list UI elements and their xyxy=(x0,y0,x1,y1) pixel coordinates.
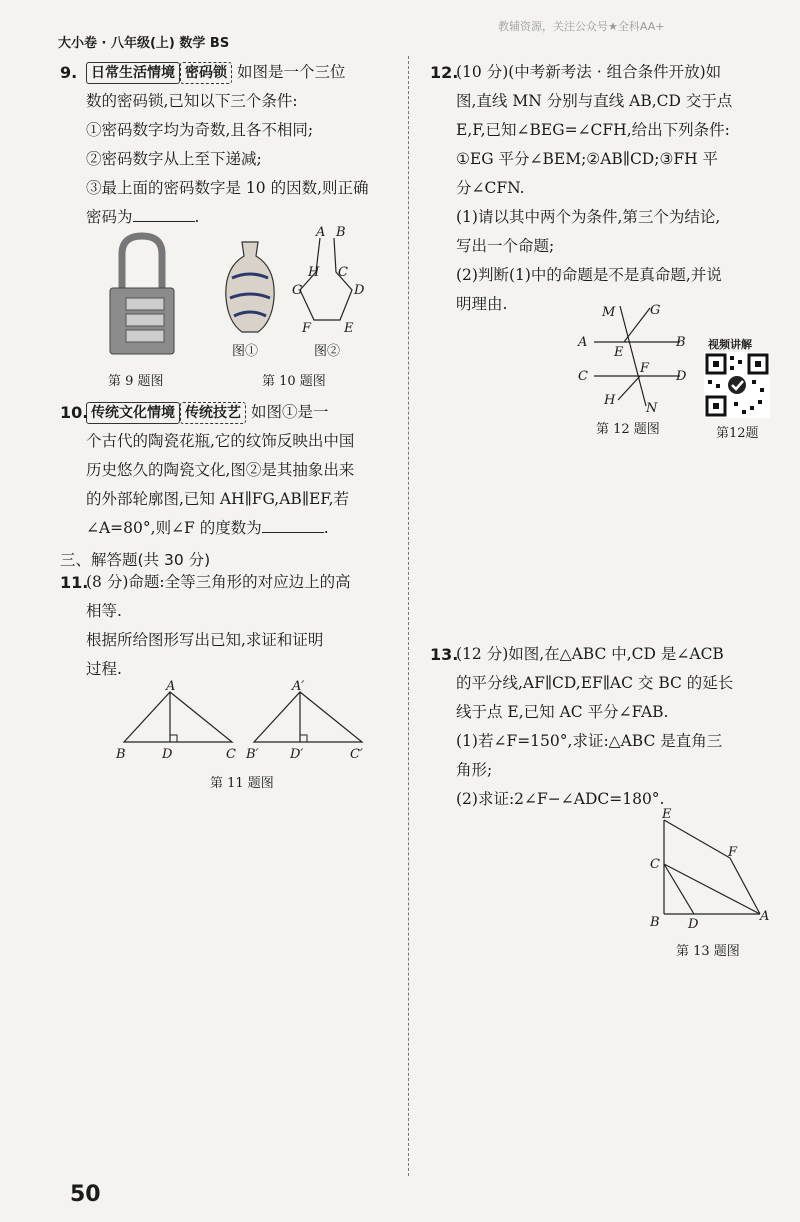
point-label: C xyxy=(578,369,588,384)
sub-question-1: (1)若∠F=150°,求证:△ABC 是直角三 xyxy=(456,732,723,750)
question-12 xyxy=(430,58,774,319)
question-text: 相等. xyxy=(86,602,122,620)
condition-3: ③最上面的密码数字是 10 的因数,则正确 xyxy=(86,179,369,197)
point-label: B xyxy=(676,335,686,350)
figure-10-caption: 第 10 题图 xyxy=(262,374,326,389)
condition-1: ①密码数字均为奇数,且各不相同; xyxy=(86,121,314,139)
point-label: C′ xyxy=(350,747,363,762)
question-10 xyxy=(60,398,404,543)
sub-question-2: (2)判断(1)中的命题是不是真命题,并说 xyxy=(456,266,722,284)
point-label: C xyxy=(226,747,236,762)
question-text: (12 分)如图,在△ABC 中,CD 是∠ACB xyxy=(456,645,724,663)
question-text: 个古代的陶瓷花瓶,它的纹饰反映出中国 xyxy=(86,432,355,450)
question-text: 图,直线 MN 分别与直线 AB,CD 交于点 xyxy=(456,92,733,110)
point-label: F xyxy=(302,321,312,336)
point-label: A xyxy=(166,680,176,694)
figure-13-caption: 第 13 题图 xyxy=(676,944,740,959)
question-text: E,F,已知∠BEG=∠CFH,给出下列条件: xyxy=(456,121,730,139)
figure-9-caption: 第 9 题图 xyxy=(108,374,164,389)
question-text: 根据所给图形写出已知,求证和证明 xyxy=(86,631,324,649)
sub-question-1-cont: 角形; xyxy=(456,761,493,779)
point-label: F xyxy=(640,361,650,376)
answer-blank xyxy=(133,207,195,222)
question-11 xyxy=(60,568,404,684)
point-label: B xyxy=(336,225,346,240)
condition-2: ②密码数字从上至下递减; xyxy=(86,150,262,168)
question-text: (8 分)命题:全等三角形的对应边上的高 xyxy=(86,573,351,591)
point-label: D xyxy=(676,369,687,384)
header-watermark: 教辅资源，关注公众号★全科AA+ xyxy=(498,20,665,33)
point-label: E xyxy=(662,808,672,822)
point-label: C xyxy=(650,857,660,872)
question-text: 分∠CFN. xyxy=(456,179,525,197)
question-number: 12. xyxy=(430,63,459,82)
point-label: A xyxy=(578,335,588,350)
padlock-image xyxy=(104,232,180,358)
point-label: G xyxy=(650,303,661,318)
question-13 xyxy=(430,640,774,814)
figure-11-caption: 第 11 题图 xyxy=(210,776,274,791)
punctuation: . xyxy=(194,208,200,226)
question-text: 如图①是一 xyxy=(250,403,329,421)
parallel-lines-diagram xyxy=(574,300,694,416)
question-text: 线于点 E,已知 AC 平分∠FAB. xyxy=(456,703,669,721)
context-tag: 传统技艺 xyxy=(180,402,246,424)
point-label: N xyxy=(646,401,658,416)
question-text: ∠A=80°,则∠F 的度数为 xyxy=(86,519,262,537)
point-label: M xyxy=(602,305,616,320)
punctuation: . xyxy=(323,519,329,537)
point-label: B′ xyxy=(246,747,259,762)
question-text: 过程. xyxy=(86,660,122,678)
question-text: 如图是一个三位 xyxy=(236,63,346,81)
column-divider xyxy=(408,56,409,1176)
point-label: D xyxy=(688,917,699,932)
question-text: 的平分线,AF∥CD,EF∥AC 交 BC 的延长 xyxy=(456,674,734,692)
question-text: (10 分)(中考新考法 · 组合条件开放)如 xyxy=(456,63,722,81)
point-label: H xyxy=(308,265,320,280)
page-number: 50 xyxy=(70,1182,101,1207)
question-text: 的外部轮廓图,已知 AH∥FG,AB∥EF,若 xyxy=(86,490,350,508)
header-book-title: 大小卷 · 八年级(上) 数学 BS xyxy=(58,36,230,51)
qr-code-icon[interactable] xyxy=(704,352,770,418)
point-label: H xyxy=(604,393,616,408)
triangle-diagram-13 xyxy=(644,808,774,932)
section-title: 三、解答题(共 30 分) xyxy=(60,551,211,569)
point-label: B xyxy=(116,747,126,762)
qr-title: 视频讲解 xyxy=(708,338,752,351)
question-number: 10. xyxy=(60,403,89,422)
figure-10-label-2: 图② xyxy=(314,344,341,359)
sub-question-2: (2)求证:2∠F−∠ADC=180°. xyxy=(456,790,665,808)
point-label: D xyxy=(354,283,365,298)
point-label: A′ xyxy=(292,680,305,694)
question-text: 数的密码锁,已知以下三个条件: xyxy=(86,92,298,110)
context-tag: 传统文化情境 xyxy=(86,402,180,424)
qr-caption: 第12题 xyxy=(716,426,759,441)
question-text: ①EG 平分∠BEM;②AB∥CD;③FH 平 xyxy=(456,150,719,168)
question-number: 11. xyxy=(60,573,89,592)
sub-question-1-cont: 写出一个命题; xyxy=(456,237,555,255)
question-text: 密码为 xyxy=(86,208,133,226)
sub-question-2-cont: 明理由. xyxy=(456,295,508,313)
context-tag: 密码锁 xyxy=(180,62,232,84)
question-number: 13. xyxy=(430,645,459,664)
context-tag: 日常生活情境 xyxy=(86,62,180,84)
point-label: A xyxy=(316,225,326,240)
point-label: A xyxy=(760,909,770,924)
vase-outline-diagram xyxy=(288,222,368,342)
point-label: D xyxy=(162,747,173,762)
point-label: E xyxy=(344,321,354,336)
question-number: 9. xyxy=(60,63,78,82)
question-9 xyxy=(60,58,404,232)
triangle-diagram-11 xyxy=(110,680,380,766)
porcelain-vase-image xyxy=(222,238,278,334)
point-label: E xyxy=(614,345,624,360)
point-label: B xyxy=(650,915,660,930)
figure-10-label-1: 图① xyxy=(232,344,259,359)
answer-blank xyxy=(262,518,324,533)
point-label: D′ xyxy=(290,747,304,762)
point-label: G xyxy=(292,283,303,298)
sub-question-1: (1)请以其中两个为条件,第三个为结论, xyxy=(456,208,721,226)
point-label: F xyxy=(728,845,738,860)
point-label: C xyxy=(338,265,348,280)
figure-12-caption: 第 12 题图 xyxy=(596,422,660,437)
question-text: 历史悠久的陶瓷文化,图②是其抽象出来 xyxy=(86,461,355,479)
